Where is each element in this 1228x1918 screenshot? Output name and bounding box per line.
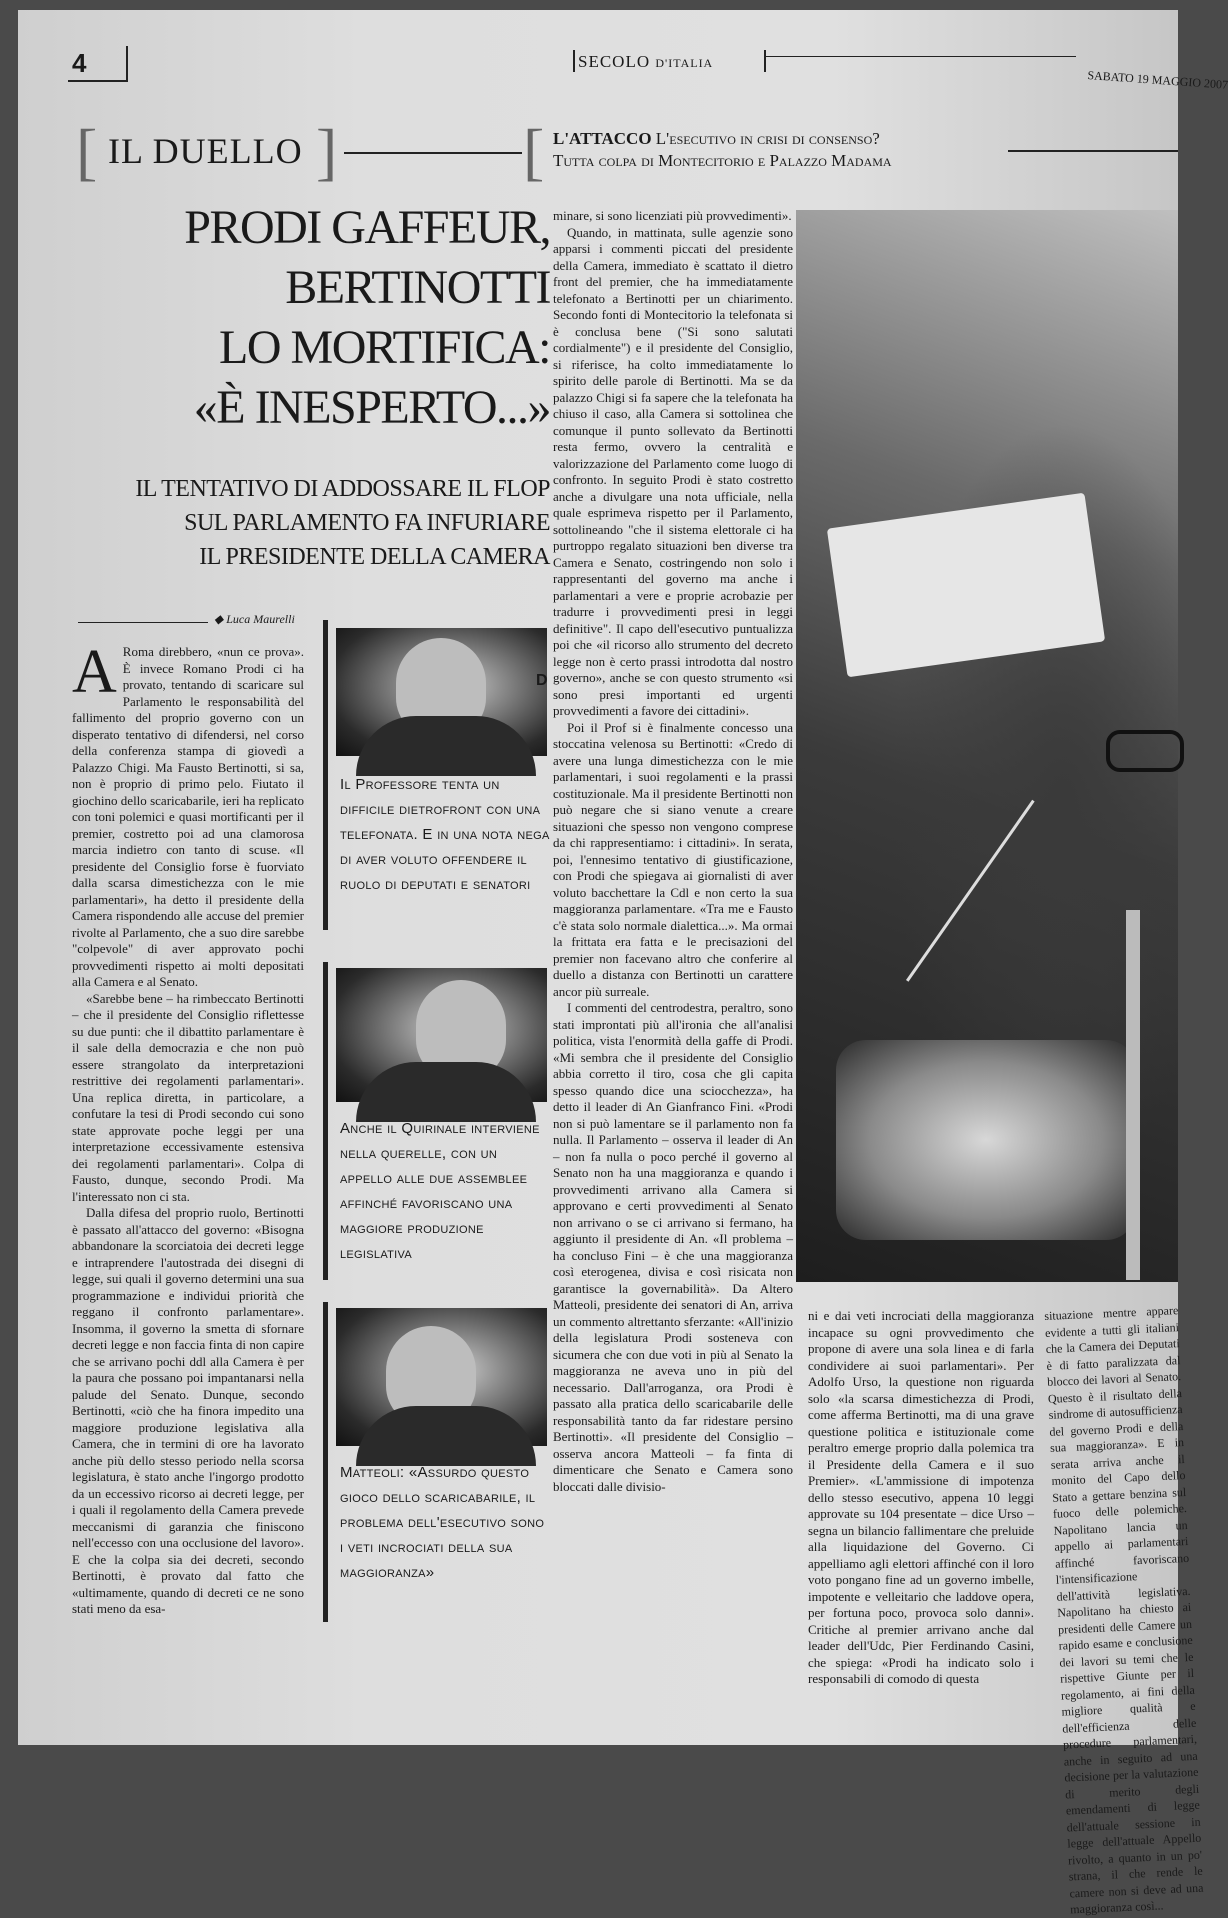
article-column-1 xyxy=(72,638,304,1729)
bracket-left-icon: [ xyxy=(76,116,98,187)
photo-bertinotti xyxy=(796,210,1178,1282)
header-rule-right xyxy=(766,56,1076,57)
caption-rule-2 xyxy=(323,962,328,1280)
article-column-2 xyxy=(553,208,793,1728)
issue-date: SABATO 19 MAGGIO 2007 xyxy=(1087,68,1228,92)
article-column-4 xyxy=(1044,1302,1204,1917)
masthead-rule-right xyxy=(764,50,766,72)
paragraph: A Roma direbbero, «nun ce prova». È invece Romano Prodi ci ha provato, tentando di scaricare sul Parlamento le responsabilità del fallimento del proprio governo con un disperato tentativo di difendersi, nel corso della conferenza stampa di giovedì a Palazzo Chigi. Ma Fausto Bertinotti, si sa, non è proprio di primo pelo. Fiutato il giochino dello scaricabarile, ieri ha replicato con toni polemici e quasi mortificanti per il premier, costretto poi ad una clamorosa marcia indietro con tanto di scuse. «Il presidente del Consiglio forse è fuorviato dalla scarsa dimestichezza con le mie parlamentari», ha detto il presidente della Camera rispondendo alle accuse del premier rivolte al Parlamento, che a suo dire sarebbe "colpevole" di aver approvato pochi provvedimenti rispetto ai molti depositati alla Camera e al Senato. xyxy=(72,638,304,989)
paragraph: minare, si sono licenziati più provvedimenti». xyxy=(553,208,792,223)
headline: PRODI GAFFEUR, BERTINOTTI LO MORTIFICA: «È INESPERTO...» xyxy=(184,201,550,434)
article-column-3 xyxy=(808,1308,1034,1728)
masthead-rule-left xyxy=(573,50,575,72)
paragraph: situazione mentre appare evidente a tutti gli italiani che la Camera dei Deputati è di fatto paralizzata dal blocco dei lavori al Senato. Questo è il risultato della sindrome di autosufficienza del governo Prodi e della sua maggioranza». E in serata arriva anche il monito del Capo dello Stato a gettare benzina sul fuoco delle polemiche. Napolitano lancia un appello ai parlamentari affinché favoriscano l'intensificazione dell'attività legislativa. Napolitano ha chiesto ai presidenti delle Camere un rapido esame e conclusione dei lavori su temi che le rispettive Giunte per il regolamento, ai fini della migliore qualità e dell'efficienza delle procedure parlamentari, anche in seguito ad una decisione per la valutazione di merito degli emendamenti di legge dell'attuale sessione in legge dell'attuale Appello rivolto, a quanto in un po' strana, il che rende le camere non si deve ad una maggioranza così... xyxy=(1044,1303,1204,1917)
paragraph: ni e dai veti incrociati della maggioranza incapace su ogni provvedimento che propone di avere una sola linea e di farla condividere ai suoi parlamentari». Per Adolfo Urso, la questione non riguarda solo «la scarsa dimestichezza di Prodi, come afferma Bertinotti, ma di una grave questione politica e istituzionale come peraltro emerge proprio dalla polemica tra il Presidente della Camera e il suo Premier». «L'ammissione di impotenza dello stesso esecutivo, appena 10 leggi approvate su 104 presentate – dice Urso – segna un bilancio fallimentare che preluide alla liquidazione del Governo. Ci appelliamo agli elettori affinché con il loro voto pongano fine ad un governo imbelle, impotente e velleitario che laddove opera, per fortuna poco, provoca solo danni». Critiche al premier arrivano anche dal leader dell'Udc, Pier Ferdinando Casini, che spiega: «Prodi ha indicato solo i responsabili di comodo di questa xyxy=(808,1308,1034,1686)
inkwell-icon xyxy=(836,1040,1136,1240)
microphone-icon xyxy=(906,800,1035,982)
page-number: 4 xyxy=(72,48,87,78)
photo-caption-1: Il Professore tenta un difficile dietrofront con una telefonata. E in una nota nega di aver voluto offendere il ruolo di deputati e senatori xyxy=(340,776,550,893)
paragraph: Poi il Prof si è finalmente concesso una stoccatina velenosa su Bertinotti: «Credo di avere una lunga dimestichezza con le mie parlamentari, i suoi regolamenti e la prassi costituzionale. Ma il presidente Bertinotti non può negare che si siano venute a creare situazioni che spesso non vengono comprese da chi rappresentiamo: i cittadini». In serata, poi, l'ennesimo tentativo di giustificazione, con Prodi che spiegava ai giornalisti di aver voluto bacchettare la Cdl e non certo la sua maggioranza parlamentare. «Tra me e Fausto c'è stata solo normale dialettica...». Ma ormai la frittata era fatta e le precisazioni del premier non facevano altro che conferire al duello a distanza con Bertinotti un carattere ancor più surreale. xyxy=(553,719,793,999)
photo-caption-3: Matteoli: «Assurdo questo gioco dello scaricabarile, il problema dell'esecutivo sono i veti incrociati della sua maggioranza» xyxy=(340,1464,545,1581)
drop-cap: A xyxy=(72,638,117,706)
bracket-kicker-icon: [ xyxy=(523,116,545,187)
caption-rule-1 xyxy=(323,620,328,930)
caption-mark: D xyxy=(536,672,548,689)
section-rule xyxy=(344,152,522,154)
paragraph: I commenti del centrodestra, peraltro, sono stati improntati più all'ironia che all'analisi politica, vista l'enormità della gaffe di Prodi. «Mi sembra che il presidente del Consiglio abbia corretto il tiro, cosa che gli capita spesso quando dice una sciocchezza», ha detto il leader di An Gianfranco Fini. «Prodi non si può lamentare se il parlamento non fa nulla. Il Parlamento – osserva il leader di An – non fa nulla o poco perché il governo al Senato non ha una maggioranza e quando i provvedimenti arrivano alla Camera si approvano e certi provvedimenti al Senato non arrivano o se ci arrivano si fermano, ha aggiunto il presidente di An. «Il problema – ha concluso Fini – è che una maggioranza così eterogenea, divisa e così risicata non garantisce la governabilità». Da Altero Matteoli, presidente dei senatori di An, arriva un commento altrettanto sferzante: «All'inizio della legislatura Prodi sosteneva con sicumera che con due voti in più al Senato la maggioranza ne aveva uno in più del necessario. Dall'arroganza, ora Prodi è passato alla pratica dello scaricabarile delle responsabilità tanto da far ridestare persino Bertinotti». «Il presidente del Consiglio – osserva ancora Matteoli – fa finta di dimenticare che Senato e Camera sono bloccati dalle divisio- xyxy=(553,1000,793,1494)
bracket-right-icon: ] xyxy=(316,116,338,187)
masthead: SECOLO D'ITALIA xyxy=(578,52,714,71)
photo-caption-2: Anche il Quirinale interviene nella querelle, con un appello alle due assemblee affinché favoriscano una maggiore produzione legislativa xyxy=(340,1120,540,1262)
byline: ◆ Luca Maurelli xyxy=(214,612,295,626)
photo-prodi xyxy=(336,628,547,756)
photo-prodi-press xyxy=(336,968,547,1102)
paragraph: Dalla difesa del proprio ruolo, Bertinotti è passato all'attacco del governo: «Bisogna abbandonare la scorciatoia dei decreti legge e intraprendere l'autostrada dei disegni di legge, sui quali il governo determini una sua programmazione e individui priorità che reggano il confronto parlamentare». Insomma, il governo la smetta di sfornare decreti legge e non faccia finta di non capire che se arrivano pochi ddl alla Camera è per la paura che possano poi impantanarsi nella palude del Senato. Dunque, secondo Bertinotti, «ciò che ha finora impedito una maggiore produzione legislativa alla Camera, che in termini di ore ha lavorato anche più dello stesso periodo nella scorsa legislatura, è stato anche l'ingorgo prodotto da un eccessivo ricorso ai decreti legge, per i quali il regolamento della Camera prevede meccanismi di garanzia che finiscono nell'eccesso con una occlusione del lavoro». E che la colpa sia dei decreti, secondo Bertinotti, è provato dal fatto che «ultimamente, quando di decreti ce ne sono stati meno da esa- xyxy=(72,1205,304,1616)
header-rule-left xyxy=(68,80,126,82)
paragraph: «Sarebbe bene – ha rimbeccato Bertinotti – che il presidente del Consiglio riflettesse su due punti: che il dibattito parlamentare è il sale della democrazia e che non può essere strangolato da interpretazioni restrittive dei regolamenti parlamentari». Una replica diretta, in particolare, a confutare la tesi di Prodi secondo cui sono state approvate poche leggi per una interpretazione eccessivamente estensiva dei regolamenti parlamentari». Colpa di Fausto, dunque, secondo Prodi. Ma l'interessato non ci sta. xyxy=(72,990,304,1204)
kicker-rule xyxy=(1008,150,1178,152)
caption-rule-3 xyxy=(323,1302,328,1622)
header-rule-divider xyxy=(126,46,128,82)
glasses-icon xyxy=(1106,730,1184,772)
section-label: IL DUELLO xyxy=(108,131,303,171)
photo-matteoli xyxy=(336,1308,547,1446)
byline-rule xyxy=(78,622,208,623)
paragraph: Quando, in mattinata, sulle agenzie sono apparsi i commenti piccati del presidente della Camera, immediato è scattato il dietro front del premier, che ha immediatamente telefonato a Bertinotti per un chiarimento. Secondo fonti di Montecitorio la telefonata si è conclusa bene ("Si sono salutati cordialmente") e il presidente del Consiglio, si riferisce, ha colto immediatamente lo spirito delle parole di Bertinotti. Ma se da palazzo Chigi si fa sapere che la telefonata ha chiuso il caso, alla Camera si sottolinea che comunque il punto sollevato da Bertinotti resta fermo, ovvero la centralità e valorizzazione del Parlamento come luogo di confronto. In seguito Prodi è stato costretto anche a divulgare una nota ufficiale, nella quale esprimeva rispetto per il Parlamento, sottolineando "che il sistema elettorale ci ha purtroppo regalato situazioni ben diverse tra Camera e Senato, costringendo non solo i rappresentanti del governo ma anche i parlamentari a vere e proprie acrobazie per tradurre i provvedimenti presi in leggi definitive". Il capo dell'esecutivo puntualizza poi che «il ricorso allo strumento del decreto legge non è certo prassi introdotta dal nostro governo», anche se con questo strumento «si sono presi importanti ed urgenti provvedimenti a favore dei cittadini». xyxy=(553,224,793,718)
subheadline: IL TENTATIVO DI ADDOSSARE IL FLOP SUL PARLAMENTO FA INFURIARE IL PRESIDENTE DELLA CAMERA xyxy=(135,476,550,570)
newspaper-page xyxy=(18,10,1228,1917)
kicker: L'ATTACCO L'esecutivo in crisi di consenso? Tutta colpa di Montecitorio e Palazzo Madama xyxy=(553,129,892,170)
